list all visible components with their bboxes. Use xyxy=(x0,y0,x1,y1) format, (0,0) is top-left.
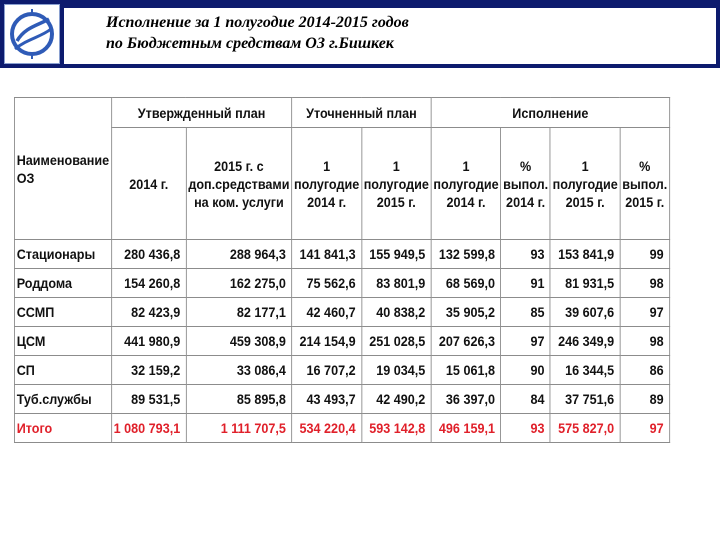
row-name-cell: СП xyxy=(14,356,111,385)
table-cell: 19 034,5 xyxy=(361,356,431,385)
table-cell: 251 028,5 xyxy=(361,327,431,356)
table-cell: 155 949,5 xyxy=(361,240,431,269)
header-band xyxy=(0,0,720,68)
table-cell: 43 493,7 xyxy=(292,385,362,414)
total-cell: 93 xyxy=(501,414,550,443)
table-cell: 33 086,4 xyxy=(186,356,292,385)
title-line-2: по Бюджетным средствам ОЗ г.Бишкек xyxy=(106,35,394,52)
row-name-cell: ССМП xyxy=(14,298,111,327)
table-cell: 16 344,5 xyxy=(550,356,620,385)
table-cell: 97 xyxy=(501,327,550,356)
table-cell: 280 436,8 xyxy=(111,240,186,269)
table-cell: 85 895,8 xyxy=(186,385,292,414)
row-name-cell: Стационары xyxy=(14,240,111,269)
table-cell: 99 xyxy=(620,240,670,269)
table-cell: 141 841,3 xyxy=(292,240,362,269)
total-cell: 1 111 707,5 xyxy=(186,414,292,443)
table-cell: 93 xyxy=(501,240,550,269)
column-header: 2014 г. xyxy=(111,128,186,240)
table-row xyxy=(14,269,669,298)
table-cell: 97 xyxy=(620,298,670,327)
row-name-cell: Роддома xyxy=(14,269,111,298)
table-cell: 15 061,8 xyxy=(431,356,501,385)
table-cell: 82 423,9 xyxy=(111,298,186,327)
table-cell: 459 308,9 xyxy=(186,327,292,356)
table-cell: 132 599,8 xyxy=(431,240,501,269)
table-cell: 86 xyxy=(620,356,670,385)
slide-title xyxy=(64,8,716,64)
logo xyxy=(4,4,60,64)
table-cell: 214 154,9 xyxy=(292,327,362,356)
table-cell: 153 841,9 xyxy=(550,240,620,269)
table-cell: 42 490,2 xyxy=(361,385,431,414)
table-row xyxy=(14,385,669,414)
table-cell: 162 275,0 xyxy=(186,269,292,298)
group-header-revised-plan: Уточненный план xyxy=(292,98,431,128)
total-cell: 97 xyxy=(620,414,670,443)
column-header: 1 полугодие 2015 г. xyxy=(550,128,620,240)
table-cell: 98 xyxy=(620,269,670,298)
table-row xyxy=(14,356,669,385)
table-cell: 81 931,5 xyxy=(550,269,620,298)
table-cell: 82 177,1 xyxy=(186,298,292,327)
table-cell: 207 626,3 xyxy=(431,327,501,356)
header-row-groups xyxy=(14,98,669,128)
table-row xyxy=(14,298,669,327)
header-row-columns xyxy=(14,128,669,240)
total-cell: 534 220,4 xyxy=(292,414,362,443)
table-cell: 85 xyxy=(501,298,550,327)
row-name-cell: ЦСМ xyxy=(14,327,111,356)
table-cell: 90 xyxy=(501,356,550,385)
total-row xyxy=(14,414,669,443)
total-cell: 593 142,8 xyxy=(361,414,431,443)
table-cell: 35 905,2 xyxy=(431,298,501,327)
table-cell: 98 xyxy=(620,327,670,356)
table-cell: 68 569,0 xyxy=(431,269,501,298)
table-cell: 75 562,6 xyxy=(292,269,362,298)
table-row xyxy=(14,327,669,356)
title-line-1: Исполнение за 1 полугодие 2014-2015 годов xyxy=(106,14,409,31)
logo-emblem-icon xyxy=(5,5,59,63)
total-cell: 496 159,1 xyxy=(431,414,501,443)
table-cell: 89 xyxy=(620,385,670,414)
budget-execution-table xyxy=(14,97,670,443)
column-header: 1 полугодие 2014 г. xyxy=(292,128,362,240)
column-header-name: Наименование ОЗ xyxy=(14,98,111,240)
total-cell: 1 080 793,1 xyxy=(111,414,186,443)
row-name-cell: Туб.службы xyxy=(14,385,111,414)
total-label-cell: Итого xyxy=(14,414,111,443)
group-header-approved-plan: Утвержденный план xyxy=(111,98,291,128)
table-cell: 91 xyxy=(501,269,550,298)
table-cell: 16 707,2 xyxy=(292,356,362,385)
table-cell: 36 397,0 xyxy=(431,385,501,414)
table-cell: 246 349,9 xyxy=(550,327,620,356)
table-cell: 84 xyxy=(501,385,550,414)
table-cell: 441 980,9 xyxy=(111,327,186,356)
table-cell: 40 838,2 xyxy=(361,298,431,327)
table-cell: 37 751,6 xyxy=(550,385,620,414)
column-header: 2015 г. с доп.средствами на ком. услуги xyxy=(186,128,292,240)
table-cell: 32 159,2 xyxy=(111,356,186,385)
table-cell: 89 531,5 xyxy=(111,385,186,414)
budget-table-wrapper xyxy=(14,97,720,443)
table-cell: 83 801,9 xyxy=(361,269,431,298)
table-cell: 154 260,8 xyxy=(111,269,186,298)
column-header: % выпол. 2014 г. xyxy=(501,128,550,240)
table-cell: 42 460,7 xyxy=(292,298,362,327)
column-header: 1 полугодие 2014 г. xyxy=(431,128,501,240)
table-cell: 288 964,3 xyxy=(186,240,292,269)
column-header: % выпол. 2015 г. xyxy=(620,128,670,240)
column-header: 1 полугодие 2015 г. xyxy=(361,128,431,240)
table-row xyxy=(14,240,669,269)
table-cell: 39 607,6 xyxy=(550,298,620,327)
total-cell: 575 827,0 xyxy=(550,414,620,443)
group-header-execution: Исполнение xyxy=(431,98,669,128)
